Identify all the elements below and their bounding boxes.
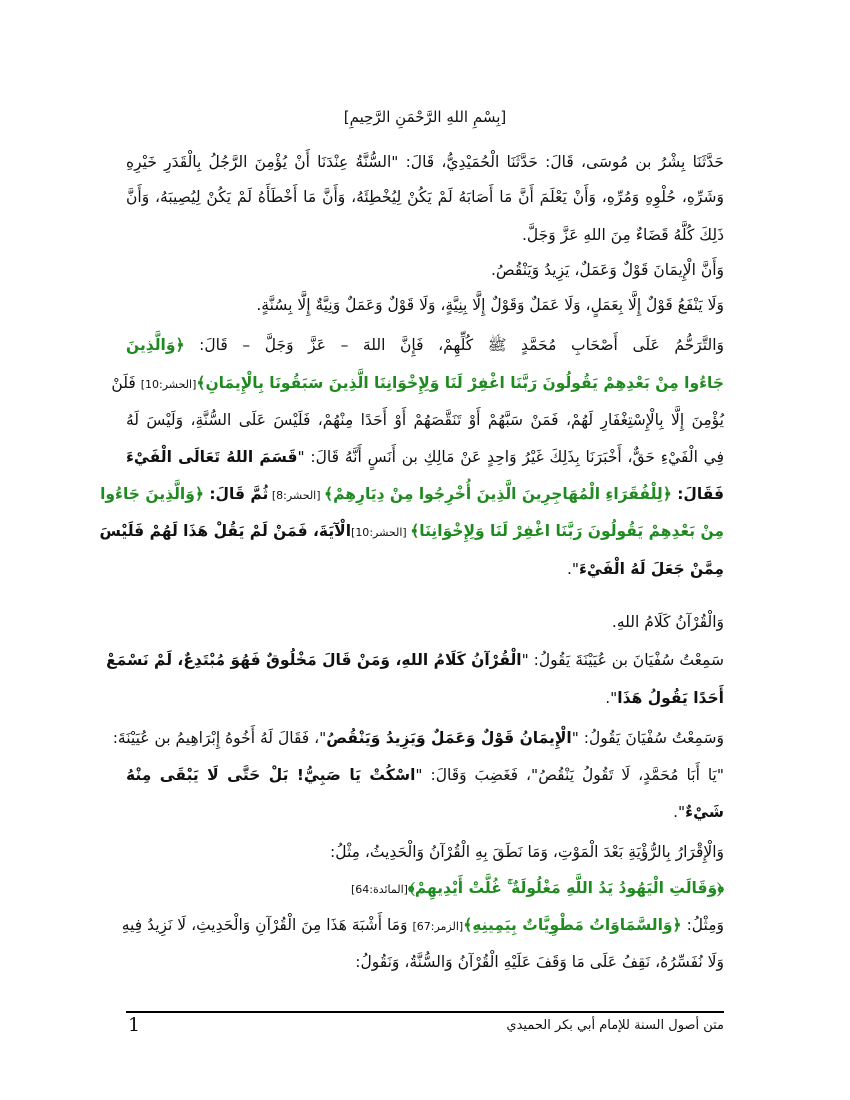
text-line: [126, 327, 724, 363]
text-line: [126, 757, 724, 793]
text-line: [126, 794, 724, 830]
text-line: [126, 834, 724, 870]
text-line: [126, 252, 724, 288]
verse-reference: [المائدة:64]: [350, 883, 408, 896]
body-text: وَالْقُرْآنُ كَلَامُ اللهِ.: [611, 613, 724, 631]
footer-divider: [126, 1011, 724, 1013]
body-text: فِي الْفَيْءِ حَقٌّ، أَخْبَرَنَا بِذَلِكَ غَيْرُ وَاحِدٍ عَنْ مَالِكِ بن أَنَسٍ أَنَّهُ قَالَ: ": [297, 448, 724, 466]
page-number: 1: [128, 1014, 141, 1036]
body-text: ".: [566, 560, 579, 578]
body-text: حَدَّثَنَا بِشْرُ بن مُوسَى، قَالَ: حَدَّثَنَا الْحُمَيْدِيُّ، قَالَ: "السُّنَّةُ عِنْدَنَا أَنْ يُؤْمِنَ الرَّجُلُ بِالْقَدَرِ خَيْرِهِ: [126, 153, 724, 171]
body-text: فَلَنْ: [111, 374, 141, 392]
quran-verse: مِنْ بَعْدِهِمْ يَقُولُونَ رَبَّنَا اغْفِرْ لَنَا وَلِإِخْوَانِنَا﴾: [410, 522, 724, 540]
text-line: [99, 513, 724, 549]
verse-reference: [الحشر:10]: [351, 526, 411, 539]
quran-verse: ﴿وَالسَّمَاوَاتُ مَطْوِيَّاتٌ بِيَمِينِهِ﴾: [463, 916, 682, 934]
text-line: [126, 944, 724, 980]
quoted-bold-text: أَحَدًا يَقُولُ هَذَا: [617, 689, 724, 707]
text-line: [126, 680, 724, 716]
quran-verse: ﴿وَالَّذِينَ جَاءُوا: [100, 485, 204, 503]
body-text: وَمَا أَشْبَهَ هَذَا مِنَ الْقُرْآنِ وَالْحَدِيثِ، لَا نَزِيدُ فِيهِ: [121, 916, 413, 934]
verse-reference: [الحشر:8]: [268, 489, 325, 502]
body-text: ".: [673, 803, 686, 821]
body-text: يُؤْمِنَ إِلَّا بِالْإِسْتِغْفَارِ لَهُمْ، فَمَنْ سَبَّهُمْ أَوْ تَنَقَّصَهُمْ أَوْ أَحَدًا مِنْهُمْ، فَلَيْسَ عَلَى السُّنَّةِ، وَلَيْسَ لَهُ: [126, 411, 724, 429]
body-text: وَأَنَّ الْإِيمَانَ قَوْلٌ وَعَمَلٌ، يَزِيدُ وَيَنْقُصُ.: [491, 261, 724, 279]
quoted-bold-text: اسْكُتْ يَا صَبِيُّ! بَلْ حَتَّى لَا يَبْقَى مِنْهُ: [126, 766, 416, 784]
body-text: وَلَا نُفَسِّرُهُ، نَقِفُ عَلَى مَا وَقَفَ عَلَيْهِ الْقُرْآنُ وَالسُّنَّةُ، وَنَقُولُ:: [355, 953, 724, 971]
quoted-bold-text: شَيْءٌ: [685, 803, 724, 821]
quoted-bold-text: الْقُرْآنُ كَلَامُ اللهِ، وَمَنْ قَالَ مَخْلُوقٌ فَهُوَ مُبْتَدِعٌ، لَمْ نَسْمَعْ: [106, 651, 522, 669]
body-text: وَشَرِّهِ، حُلْوِهِ وَمُرِّهِ، وَأَنْ يَعْلَمَ أَنَّ مَا أَصَابَهُ لَمْ يَكُنْ لِيُخْطِئَهُ، وَأَنَّ مَا أَخْطَأَهُ لَمْ يَكُنْ لِيُصِيبَهُ، وَأَنَّ: [126, 188, 724, 206]
text-line: [126, 179, 724, 215]
verse-reference: [الزمر:67]: [412, 920, 464, 933]
body-text: "يَا أَبَا مُحَمَّدٍ، لَا تَقُولُ يَنْقُصُ"، فَغَضِبَ وَقَالَ: ": [415, 766, 725, 784]
body-text: وَسَمِعْتُ سُفْيَانَ يَقُولُ: ": [571, 729, 724, 747]
basmala-heading: [بِسْمِ اللهِ الرَّحْمَنِ الرَّحِيمِ]: [343, 108, 507, 126]
quoted-bold-text: الْإِيمَانُ قَوْلٌ وَعَمَلٌ وَيَزِيدُ وَيَنْقُصُ: [326, 729, 572, 747]
text-line: [126, 604, 724, 640]
text-line: [111, 365, 724, 401]
text-line: [112, 720, 724, 756]
quran-verse: ﴿وَالَّذِينَ: [126, 336, 185, 354]
body-text: ".: [605, 689, 618, 707]
quoted-bold-text: الْآيَةَ، فَمَنْ لَمْ يَقُلْ هَذَا لَهُمْ فَلَيْسَ: [99, 522, 352, 540]
footer-book-title: متن أصول السنة للإمام أبي بكر الحميدي: [506, 1018, 724, 1033]
text-line: [121, 907, 724, 943]
quoted-bold-text: مِمَّنْ جَعَلَ لَهُ الْفَيْءَ: [579, 560, 724, 578]
body-text: وَمِثْلُ:: [681, 916, 724, 934]
text-line: [126, 551, 724, 587]
body-text: سَمِعْتُ سُفْيَانَ بن عُيَيْنَةَ يَقُولُ: ": [521, 651, 724, 669]
quran-verse: ﴿وَقَالَتِ الْيَهُودُ يَدُ اللَّهِ مَغْلُولَةٌ ۚ غُلَّتْ أَيْدِيهِمْ﴾: [407, 879, 724, 897]
text-line: [106, 642, 724, 678]
text-line: [126, 439, 724, 475]
body-text: ذَلِكَ كُلَّهُ قَضَاءٌ مِنَ اللهِ عَزَّ وَجَلَّ.: [521, 226, 724, 244]
body-text: "، فَقَالَ لَهُ أَخُوهُ إِبْرَاهِيمُ بن عُيَيْنَةَ:: [112, 729, 327, 747]
body-text: وَلَا يَنْفَعُ قَوْلٌ إِلَّا بِعَمَلٍ، وَلَا عَمَلٌ وَقَوْلٌ إِلَّا بِنِيَّةٍ، وَلَا قَوْلٌ وَعَمَلٌ وَنِيَّةٌ إِلَّا بِسُنَّةٍ.: [256, 296, 724, 314]
quoted-bold-text: ثُمَّ قَالَ:: [203, 485, 269, 503]
text-line: [126, 217, 724, 253]
text-line: [126, 402, 724, 438]
quran-verse: ﴿لِلْفُقَرَاءِ الْمُهَاجِرِينَ الَّذِينَ أُخْرِجُوا مِنْ دِيَارِهِمْ﴾: [324, 485, 672, 503]
verse-reference: [الحشر:10]: [140, 378, 197, 391]
body-text: وَالتَّرَحُّمُ عَلَى أَصْحَابِ مُحَمَّدٍ ﷺ كُلِّهِمْ، فَإِنَّ اللهَ – عَزَّ وَجَلَّ – قَالَ:: [184, 336, 724, 354]
text-line: [100, 476, 724, 512]
body-text: وَالْإِقْرَارُ بِالرُّؤْيَةِ بَعْدَ الْمَوْتِ، وَمَا نَطَقَ بِهِ الْقُرْآنُ وَالْحَدِيثُ، مِثْلُ:: [329, 843, 724, 861]
quran-verse: جَاءُوا مِنْ بَعْدِهِمْ يَقُولُونَ رَبَّنَا اغْفِرْ لَنَا وَلِإِخْوَانِنَا الَّذِينَ سَبَقُونَا بِالْإِيمَانِ﴾: [196, 374, 724, 392]
text-line: [126, 287, 724, 323]
text-line: [126, 870, 724, 906]
text-line: [126, 144, 724, 180]
quoted-bold-text: فَقَالَ:: [671, 485, 724, 503]
quoted-bold-text: قَسَمَ اللهُ تَعَالَى الْفَيْءَ: [126, 448, 298, 466]
